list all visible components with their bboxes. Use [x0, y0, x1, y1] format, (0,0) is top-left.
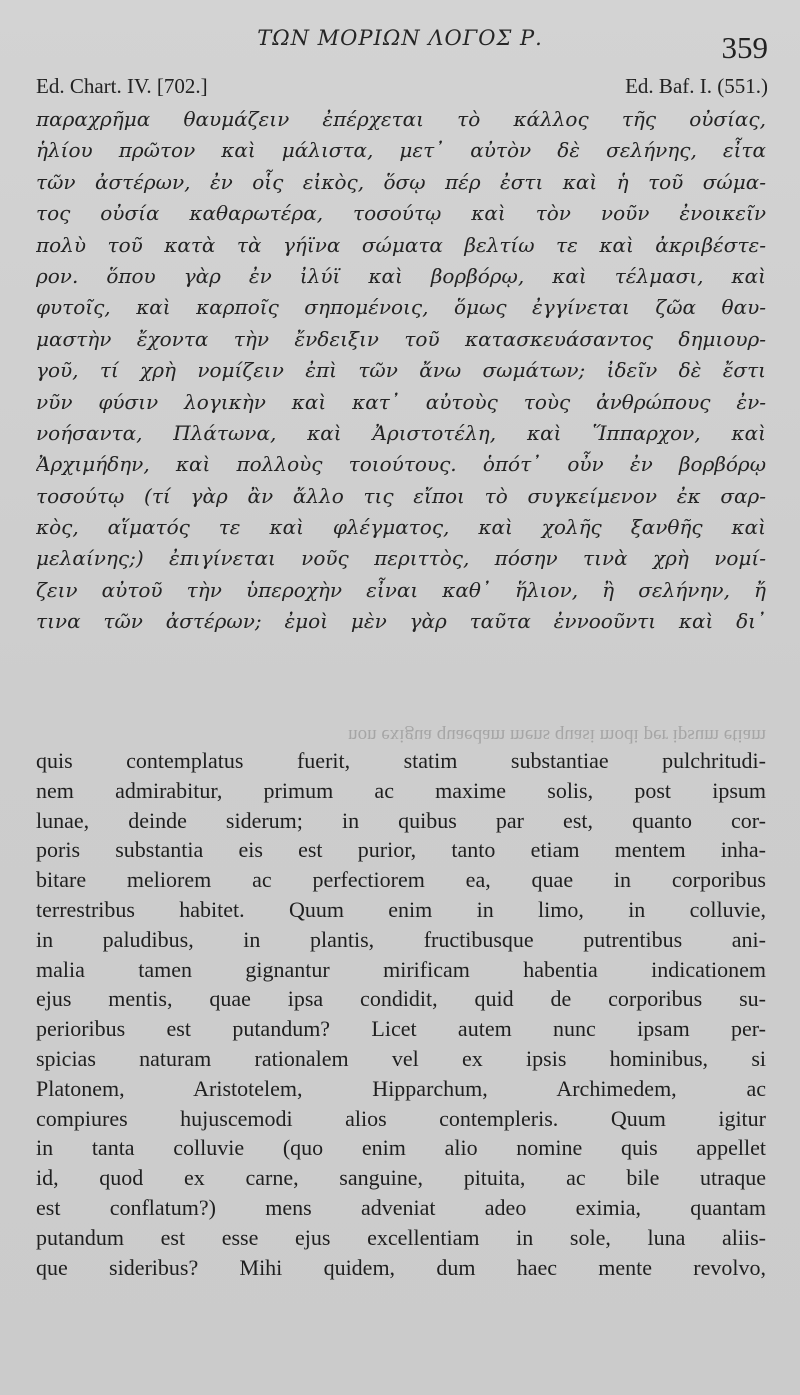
latin-line: lunae, deinde siderum; in quibus par est, quanto cor-	[36, 807, 766, 833]
greek-line: γοῦ, τί χρὴ νομίζειν ἐπὶ τῶν ἄνω σωμάτων; ἰδεῖν δὲ ἔστι	[36, 358, 766, 383]
greek-line: Ἀρχιμήδην, καὶ πολλοὺς τοιούτους. ὁπότ᾽ οὖν ἐν βορβόρῳ	[36, 452, 766, 477]
greek-line: ρον. ὅπου γὰρ ἐν ἰλύϊ καὶ βορβόρῳ, καὶ τέλμασι, καὶ	[36, 263, 766, 288]
running-head: ΤΩΝ ΜΟΡΙΩΝ ΛΟΓΟΣ Ρ.	[257, 26, 543, 50]
greek-line: τινα τῶν ἀστέρων; ἐμοὶ μὲν γὰρ ταῦτα ἐννοοῦντι καὶ δι᾽	[36, 609, 766, 634]
latin-line: spicias naturam rationalem vel ex ipsis hominibus, si	[36, 1045, 766, 1071]
latin-line: id, quod ex carne, sanguine, pituita, ac bile utraque	[36, 1165, 766, 1191]
edition-chartier: Ed. Chart. IV. [702.]	[36, 74, 208, 98]
page-number: 359	[721, 30, 768, 65]
greek-line: τοσούτῳ (τί γὰρ ἂν ἄλλο τις εἴποι τὸ συγκείμενον ἐκ σαρ-	[36, 483, 766, 508]
latin-line: malia tamen gignantur mirificam habentia indicationem	[36, 956, 766, 982]
latin-line: nem admirabitur, primum ac maxime solis, post ipsum	[36, 777, 766, 803]
latin-line: ejus mentis, quae ipsa condidit, quid de corporibus su-	[36, 986, 766, 1012]
latin-line: compiures hujuscemodi alios contempleris. Quum igitur	[36, 1105, 766, 1131]
latin-text-block	[36, 746, 766, 1282]
edition-basel: Ed. Baf. I. (551.)	[625, 74, 768, 98]
latin-line: putandum est esse ejus excellentiam in sole, luna aliis-	[36, 1224, 766, 1250]
greek-line: τος οὐσία καθαρωτέρα, τοσούτῳ καὶ τὸν νοῦν ἐνοικεῖν	[36, 201, 766, 226]
greek-line: μαστὴν ἔχοντα τὴν ἔνδειξιν τοῦ κατασκευάσαντος δημιουρ-	[36, 326, 766, 351]
greek-line: νῦν φύσιν λογικὴν καὶ κατ᾽ αὐτοὺς τοὺς ἀνθρώπους ἐν-	[36, 389, 766, 414]
latin-line: est conflatum?) mens adveniat adeo eximia, quantam	[36, 1194, 766, 1220]
greek-line: πολὺ τοῦ κατὰ τὰ γήϊνα σώματα βελτίω τε καὶ ἀκριβέστε-	[36, 232, 766, 257]
greek-line: νοήσαντα, Πλάτωνα, καὶ Ἀριστοτέλη, καὶ Ἵππαρχον, καὶ	[36, 420, 766, 445]
latin-line: in tanta colluvie (quo enim alio nomine quis appellet	[36, 1135, 766, 1161]
latin-line: Platonem, Aristotelem, Hipparchum, Archimedem, ac	[36, 1075, 766, 1101]
greek-line: κὸς, αἵματός τε καὶ φλέγματος, καὶ χολῆς ξανθῆς καὶ	[36, 515, 766, 540]
latin-line: in paludibus, in plantis, fructibusque putrentibus ani-	[36, 926, 766, 952]
latin-line: bitare meliorem ac perfectiorem ea, quae in corporibus	[36, 867, 766, 893]
latin-line: perioribus est putandum? Licet autem nunc ipsam per-	[36, 1016, 766, 1042]
latin-line: que sideribus? Mihi quidem, dum haec mente revolvo,	[36, 1254, 766, 1280]
greek-text-block	[36, 104, 766, 638]
latin-line: quis contemplatus fuerit, statim substantiae pulchritudi-	[36, 748, 766, 773]
greek-line: τῶν ἀστέρων, ἐν οἷς εἰκὸς, ὅσῳ πέρ ἐστι καὶ ἡ τοῦ σώμα-	[36, 169, 766, 194]
greek-line: ζειν αὐτοῦ τὴν ὑπεροχὴν εἶναι καθ᾽ ἥλιον, ἢ σελήνην, ἤ	[36, 577, 766, 602]
latin-line: terrestribus habitet. Quum enim in limo, in colluvie,	[36, 896, 766, 922]
show-through-text: non exigua quaedam mens quasi modi per ipsum etiam	[348, 725, 766, 746]
greek-line: μελαίνης;) ἐπιγίνεται νοῦς περιττὸς, πόσην τινὰ χρὴ νομί-	[36, 546, 766, 571]
greek-line: ἡλίου πρῶτον καὶ μάλιστα, μετ᾽ αὐτὸν δὲ σελήνης, εἶτα	[36, 138, 766, 163]
greek-line: παραχρῆμα θαυμάζειν ἐπέρχεται τὸ κάλλος τῆς οὐσίας,	[36, 107, 766, 131]
latin-line: poris substantia eis est purior, tanto etiam mentem inha-	[36, 837, 766, 863]
greek-line: φυτοῖς, καὶ καρποῖς σηπομένοις, ὅμως ἐγγίνεται ζῶα θαυ-	[36, 295, 766, 320]
